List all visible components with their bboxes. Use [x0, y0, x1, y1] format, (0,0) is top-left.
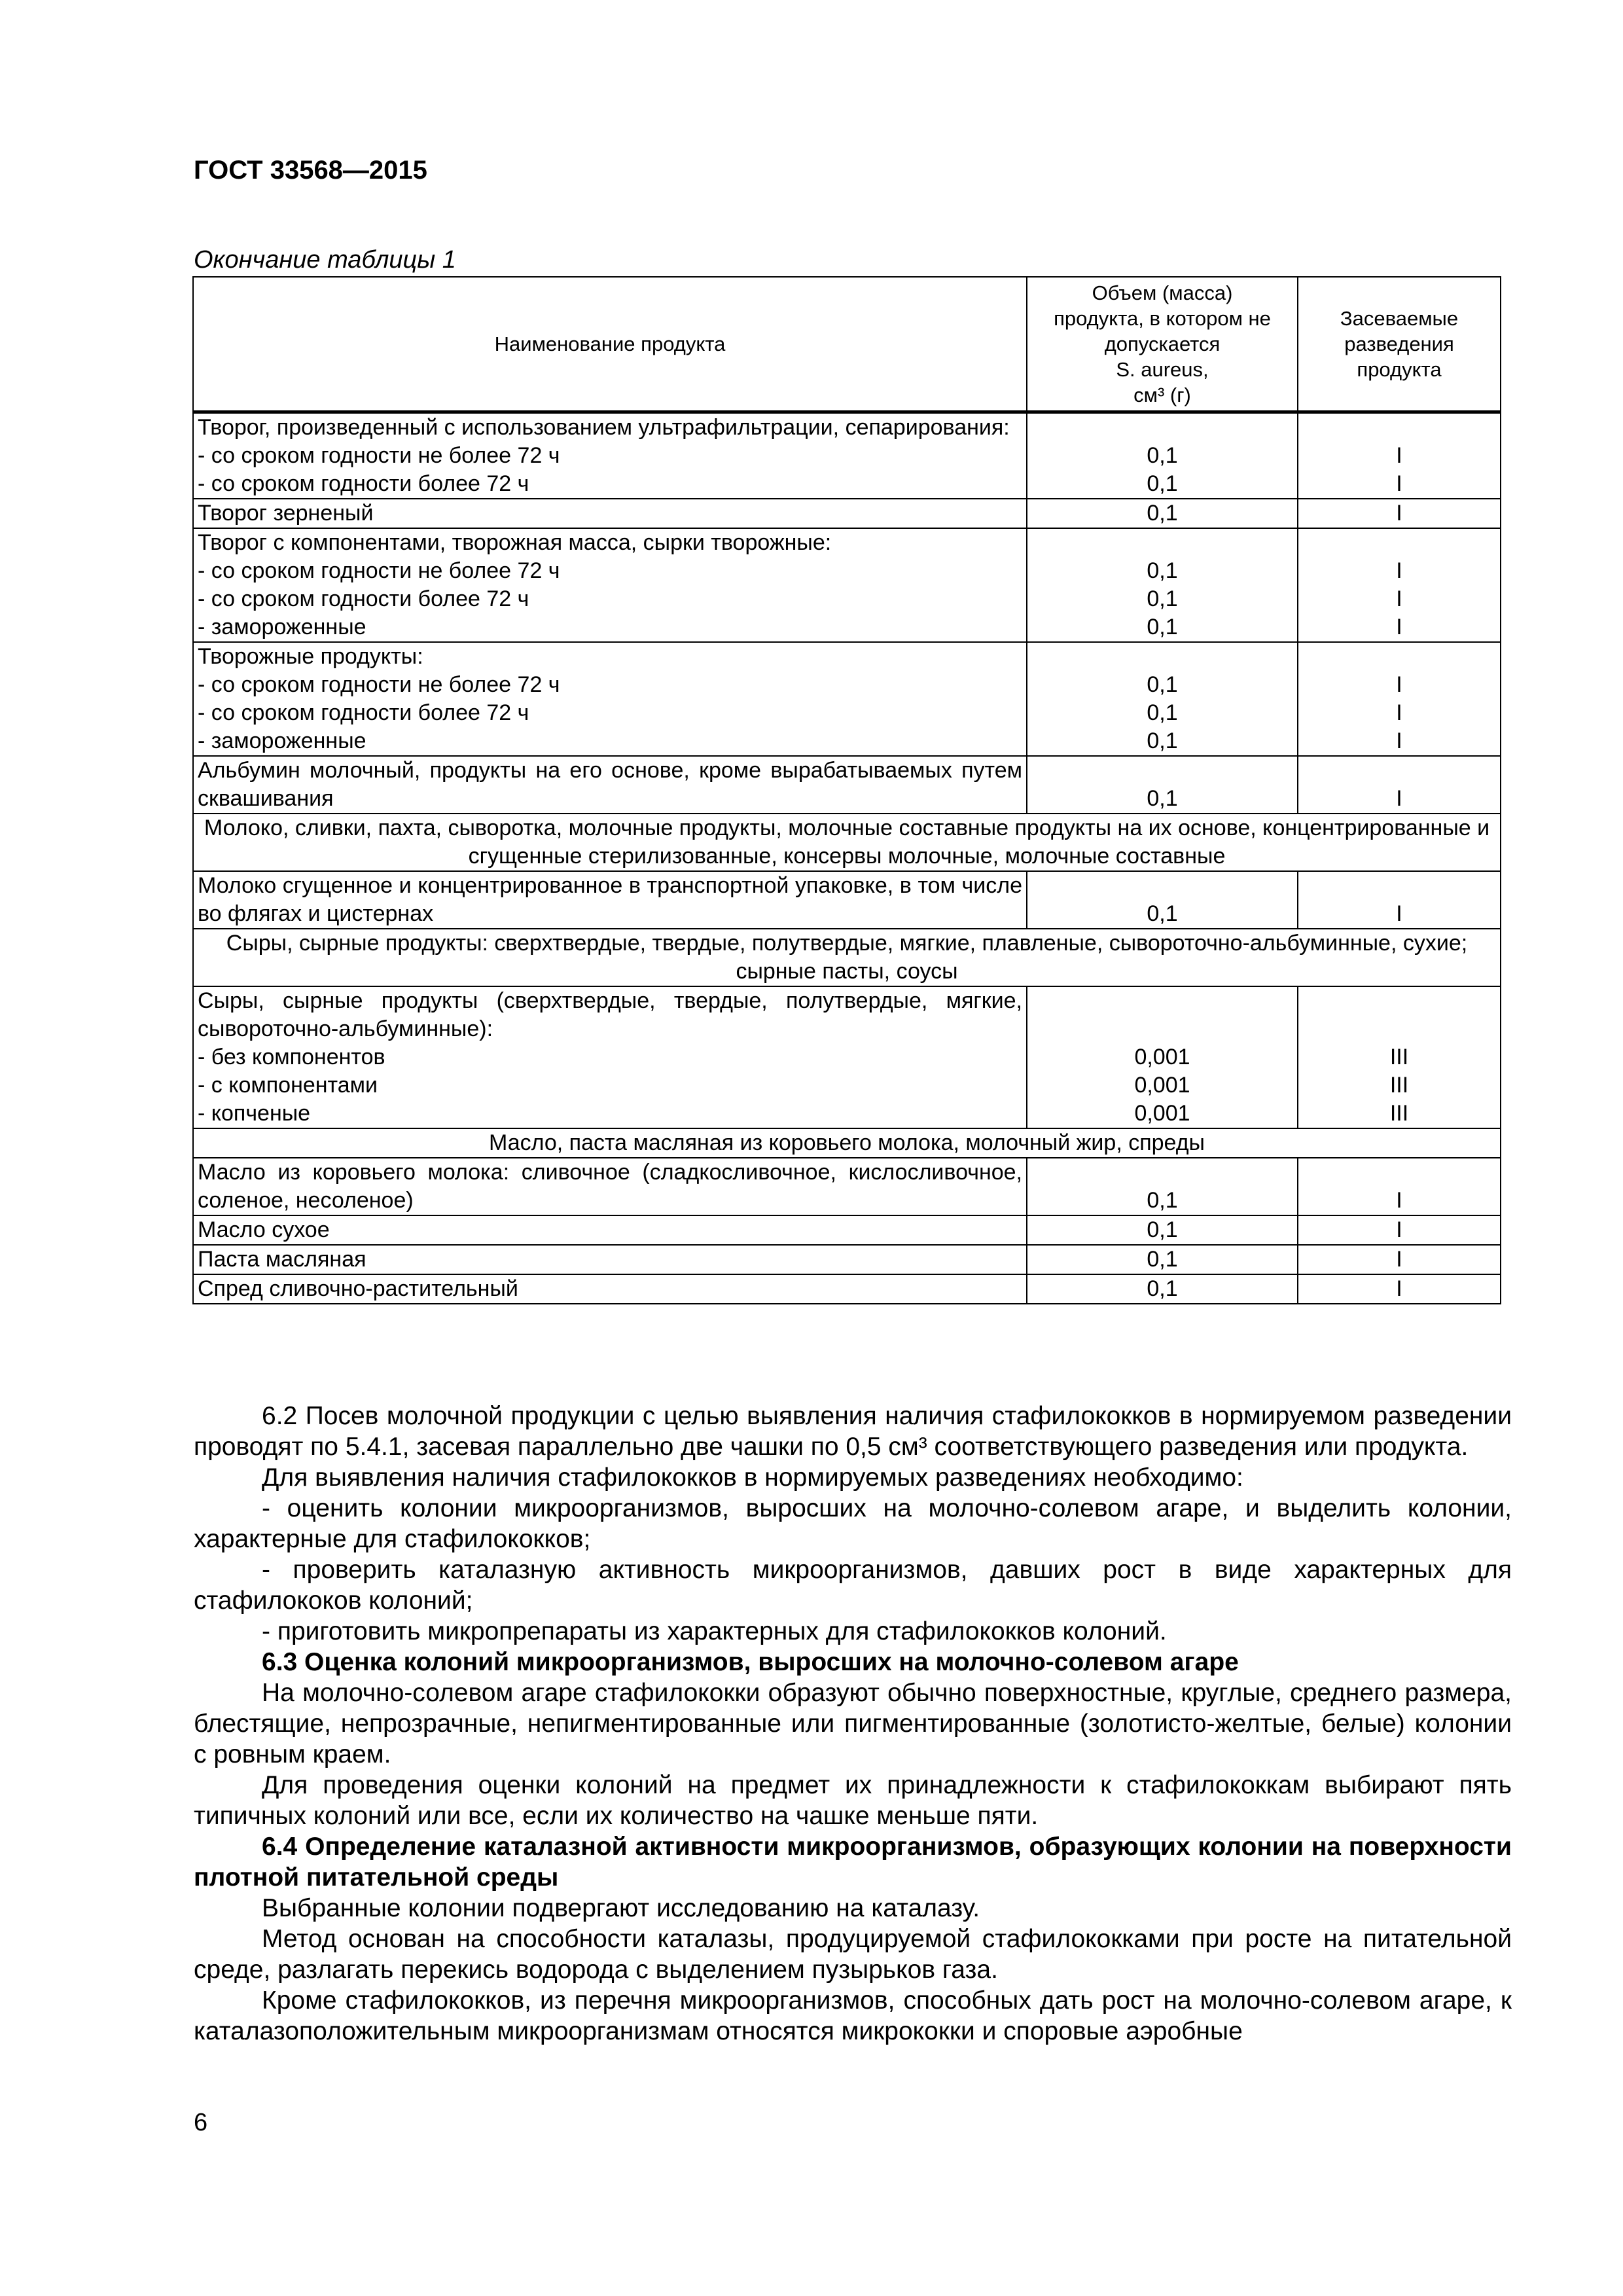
- product-name-cell: [193, 871, 1027, 929]
- column-header-product: [193, 277, 1027, 412]
- cell-line: 0,1: [1147, 1276, 1178, 1301]
- table-section-row: [193, 1128, 1501, 1158]
- cell-line: - со сроком годности не более 72 ч: [198, 672, 560, 697]
- cell-line: 0,1: [1147, 901, 1178, 926]
- paragraph: Для выявления наличия стафилококков в нормируемых разведениях необходимо:: [262, 1463, 1243, 1492]
- cell-line: Сыры, сырные продукты (сверхтвердые, твердые, полутвердые, мягкие, сывороточно-альбуминные):: [198, 988, 1022, 1041]
- table-row: [193, 412, 1501, 499]
- column-header-line: разведения: [1344, 332, 1454, 355]
- column-header-line: продукта: [1357, 358, 1442, 381]
- volume-cell: [1027, 1274, 1298, 1304]
- cell-line: 0,1: [1147, 558, 1178, 583]
- dilution-cell: [1298, 986, 1501, 1128]
- product-name-cell: [193, 412, 1027, 499]
- list-item: - оценить колонии микроорганизмов, выросших на молочно-солевом агаре, и выделить колонии, характерные для стафилококков;: [194, 1494, 1512, 1553]
- cell-line: - со сроком годности не более 72 ч: [198, 443, 560, 468]
- cell-line: 0,1: [1147, 1247, 1178, 1272]
- paragraph: Метод основан на способности каталазы, продуцируемой стафилококками при росте на питательной среде, разлагать перекись водорода с выделением пузырьков газа.: [194, 1925, 1512, 1984]
- cell-line: - со сроком годности более 72 ч: [198, 700, 529, 725]
- dilution-cell: [1298, 412, 1501, 499]
- cell-line: 0,1: [1147, 471, 1178, 496]
- dilution-cell: [1298, 1274, 1501, 1304]
- cell-line: I: [1396, 728, 1402, 753]
- page-number: 6: [194, 2109, 208, 2136]
- volume-cell: [1027, 1215, 1298, 1245]
- cell-line: I: [1396, 1247, 1402, 1272]
- cell-line: I: [1396, 786, 1402, 811]
- cell-line: I: [1396, 586, 1402, 611]
- column-header-line: S. aureus,: [1116, 358, 1209, 381]
- table-row: [193, 528, 1501, 642]
- cell-line: I: [1396, 558, 1402, 583]
- volume-cell: [1027, 756, 1298, 814]
- product-table: [192, 276, 1501, 1304]
- cell-line: - копченые: [198, 1101, 311, 1126]
- cell-line: 0,1: [1147, 1217, 1178, 1242]
- column-header-volume: [1027, 277, 1298, 412]
- cell-line: - со сроком годности не более 72 ч: [198, 558, 560, 583]
- table-row: [193, 986, 1501, 1128]
- cell-line: I: [1396, 1276, 1402, 1301]
- cell-line: 0,1: [1147, 615, 1178, 639]
- cell-line: III: [1389, 1045, 1409, 1069]
- product-name-cell: [193, 1215, 1027, 1245]
- cell-line: - со сроком годности более 72 ч: [198, 471, 529, 496]
- column-header-line: Наименование продукта: [494, 332, 726, 355]
- table-row: [193, 1245, 1501, 1274]
- cell-line: 0,1: [1147, 786, 1178, 811]
- cell-line: Творог зерненый: [198, 501, 374, 526]
- column-header-line: продукта, в котором не: [1054, 307, 1271, 330]
- cell-line: - замороженные: [198, 615, 366, 639]
- cell-line: I: [1396, 901, 1402, 926]
- table-row: [193, 1215, 1501, 1245]
- volume-cell: [1027, 642, 1298, 756]
- cell-line: I: [1396, 443, 1402, 468]
- dilution-cell: [1298, 528, 1501, 642]
- column-header-line: Засеваемые: [1340, 307, 1459, 330]
- cell-line: I: [1396, 501, 1402, 526]
- cell-line: - замороженные: [198, 728, 366, 753]
- cell-line: III: [1389, 1101, 1409, 1126]
- cell-line: Творог, произведенный с использованием ультрафильтрации, сепарирования:: [198, 415, 1010, 440]
- cell-line: 0,1: [1147, 501, 1178, 526]
- table-row: [193, 1158, 1501, 1215]
- section-heading-6-4: 6.4 Определение каталазной активности микроорганизмов, образующих колонии на поверхности плотной питательной среды: [194, 1833, 1512, 1892]
- table-section-row: [193, 814, 1501, 871]
- cell-line: I: [1396, 471, 1402, 496]
- cell-line: Спред сливочно-растительный: [198, 1276, 518, 1301]
- paragraph: На молочно-солевом агаре стафилококки образуют обычно поверхностные, круглые, среднего размера, блестящие, непрозрачные, непигментированные или пигментированные (золотисто-желтые, белые) колонии с ровным краем.: [194, 1679, 1512, 1768]
- section-heading-6-3: 6.3 Оценка колоний микроорганизмов, выросших на молочно-солевом агаре: [262, 1648, 1239, 1676]
- cell-line: Творожные продукты:: [198, 644, 423, 669]
- cell-line: I: [1396, 700, 1402, 725]
- section-cell: Молоко, сливки, пахта, сыворотка, молочные продукты, молочные составные продукты на их основе, концентрированные и сгущенные стерилизованные, консервы молочные, молочные составные: [193, 814, 1501, 871]
- product-name-cell: [193, 1274, 1027, 1304]
- cell-line: Масло из коровьего молока: сливочное (сладкосливочное, кислосливочное, соленое, несоленое): [198, 1160, 1022, 1213]
- cell-line: Молоко сгущенное и концентрированное в транспортной упаковке, в том числе во флягах и цистернах: [198, 873, 1022, 926]
- cell-line: 0,1: [1147, 700, 1178, 725]
- cell-line: III: [1389, 1073, 1409, 1098]
- cell-line: 0,1: [1147, 728, 1178, 753]
- product-name-cell: [193, 528, 1027, 642]
- document-header: ГОСТ 33568—2015: [194, 156, 427, 185]
- dilution-cell: [1298, 642, 1501, 756]
- dilution-cell: [1298, 499, 1501, 528]
- volume-cell: [1027, 412, 1298, 499]
- cell-line: - с компонентами: [198, 1073, 378, 1098]
- cell-line: 0,001: [1134, 1101, 1190, 1126]
- cell-line: 0,001: [1134, 1073, 1190, 1098]
- volume-cell: [1027, 528, 1298, 642]
- column-header-line: см³ (г): [1133, 384, 1191, 406]
- product-name-cell: [193, 756, 1027, 814]
- cell-line: - без компонентов: [198, 1045, 385, 1069]
- product-name-cell: [193, 1245, 1027, 1274]
- paragraph: Кроме стафилококков, из перечня микроорганизмов, способных дать рост на молочно-солевом агаре, к каталазоположительным микроорганизмам относятся микрококки и споровые аэробные: [194, 1986, 1512, 2045]
- table-caption: Окончание таблицы 1: [194, 246, 456, 274]
- table-section-row: [193, 929, 1501, 986]
- dilution-cell: [1298, 1215, 1501, 1245]
- volume-cell: [1027, 499, 1298, 528]
- volume-cell: [1027, 871, 1298, 929]
- table-row: [193, 499, 1501, 528]
- cell-line: 0,1: [1147, 586, 1178, 611]
- column-header-line: Объем (масса): [1092, 281, 1233, 304]
- volume-cell: [1027, 1158, 1298, 1215]
- product-name-cell: [193, 642, 1027, 756]
- cell-line: Альбумин молочный, продукты на его основе, кроме вырабатываемых путем сквашивания: [198, 758, 1022, 811]
- table-row: [193, 1274, 1501, 1304]
- paragraph: Для проведения оценки колоний на предмет их принадлежности к стафилококкам выбирают пять типичных колоний или все, если их количество на чашке меньше пяти.: [194, 1771, 1512, 1830]
- paragraph-6-2-text: 6.2 Посев молочной продукции с целью выявления наличия стафилококков в нормируемом разведении проводят по 5.4.1, засевая параллельно две чашки по 0,5 см³ соответствующего разведения или продукта.: [194, 1402, 1512, 1461]
- dilution-cell: [1298, 756, 1501, 814]
- cell-line: 0,1: [1147, 1188, 1178, 1213]
- cell-line: I: [1396, 1188, 1402, 1213]
- table-row: [193, 871, 1501, 929]
- cell-line: Масло сухое: [198, 1217, 330, 1242]
- cell-line: Творог с компонентами, творожная масса, сырки творожные:: [198, 530, 832, 555]
- cell-line: - со сроком годности более 72 ч: [198, 586, 529, 611]
- dilution-cell: [1298, 871, 1501, 929]
- cell-line: 0,001: [1134, 1045, 1190, 1069]
- body-text: [194, 1401, 1512, 2047]
- list-item: - приготовить микропрепараты из характерных для стафилококков колоний.: [262, 1617, 1167, 1645]
- product-name-cell: [193, 986, 1027, 1128]
- cell-line: 0,1: [1147, 443, 1178, 468]
- column-header-line: допускается: [1104, 332, 1221, 355]
- paragraph-6-2: [194, 1401, 1512, 1462]
- table-header-row: [193, 277, 1501, 412]
- cell-line: I: [1396, 672, 1402, 697]
- list-item: - проверить каталазную активность микроорганизмов, давших рост в виде характерных для стафилококов колоний;: [194, 1556, 1512, 1615]
- cell-line: I: [1396, 1217, 1402, 1242]
- volume-cell: [1027, 986, 1298, 1128]
- cell-line: 0,1: [1147, 672, 1178, 697]
- product-name-cell: [193, 1158, 1027, 1215]
- section-cell: Сыры, сырные продукты: сверхтвердые, твердые, полутвердые, мягкие, плавленые, сывороточно-альбуминные, сухие; сырные пасты, соусы: [193, 929, 1501, 986]
- dilution-cell: [1298, 1245, 1501, 1274]
- dilution-cell: [1298, 1158, 1501, 1215]
- table-row: [193, 642, 1501, 756]
- volume-cell: [1027, 1245, 1298, 1274]
- table-row: [193, 756, 1501, 814]
- cell-line: I: [1396, 615, 1402, 639]
- section-cell: Масло, паста масляная из коровьего молока, молочный жир, спреды: [193, 1128, 1501, 1158]
- paragraph: Выбранные колонии подвергают исследованию на каталазу.: [262, 1894, 980, 1922]
- cell-line: Паста масляная: [198, 1247, 366, 1272]
- product-name-cell: [193, 499, 1027, 528]
- column-header-dilution: [1298, 277, 1501, 412]
